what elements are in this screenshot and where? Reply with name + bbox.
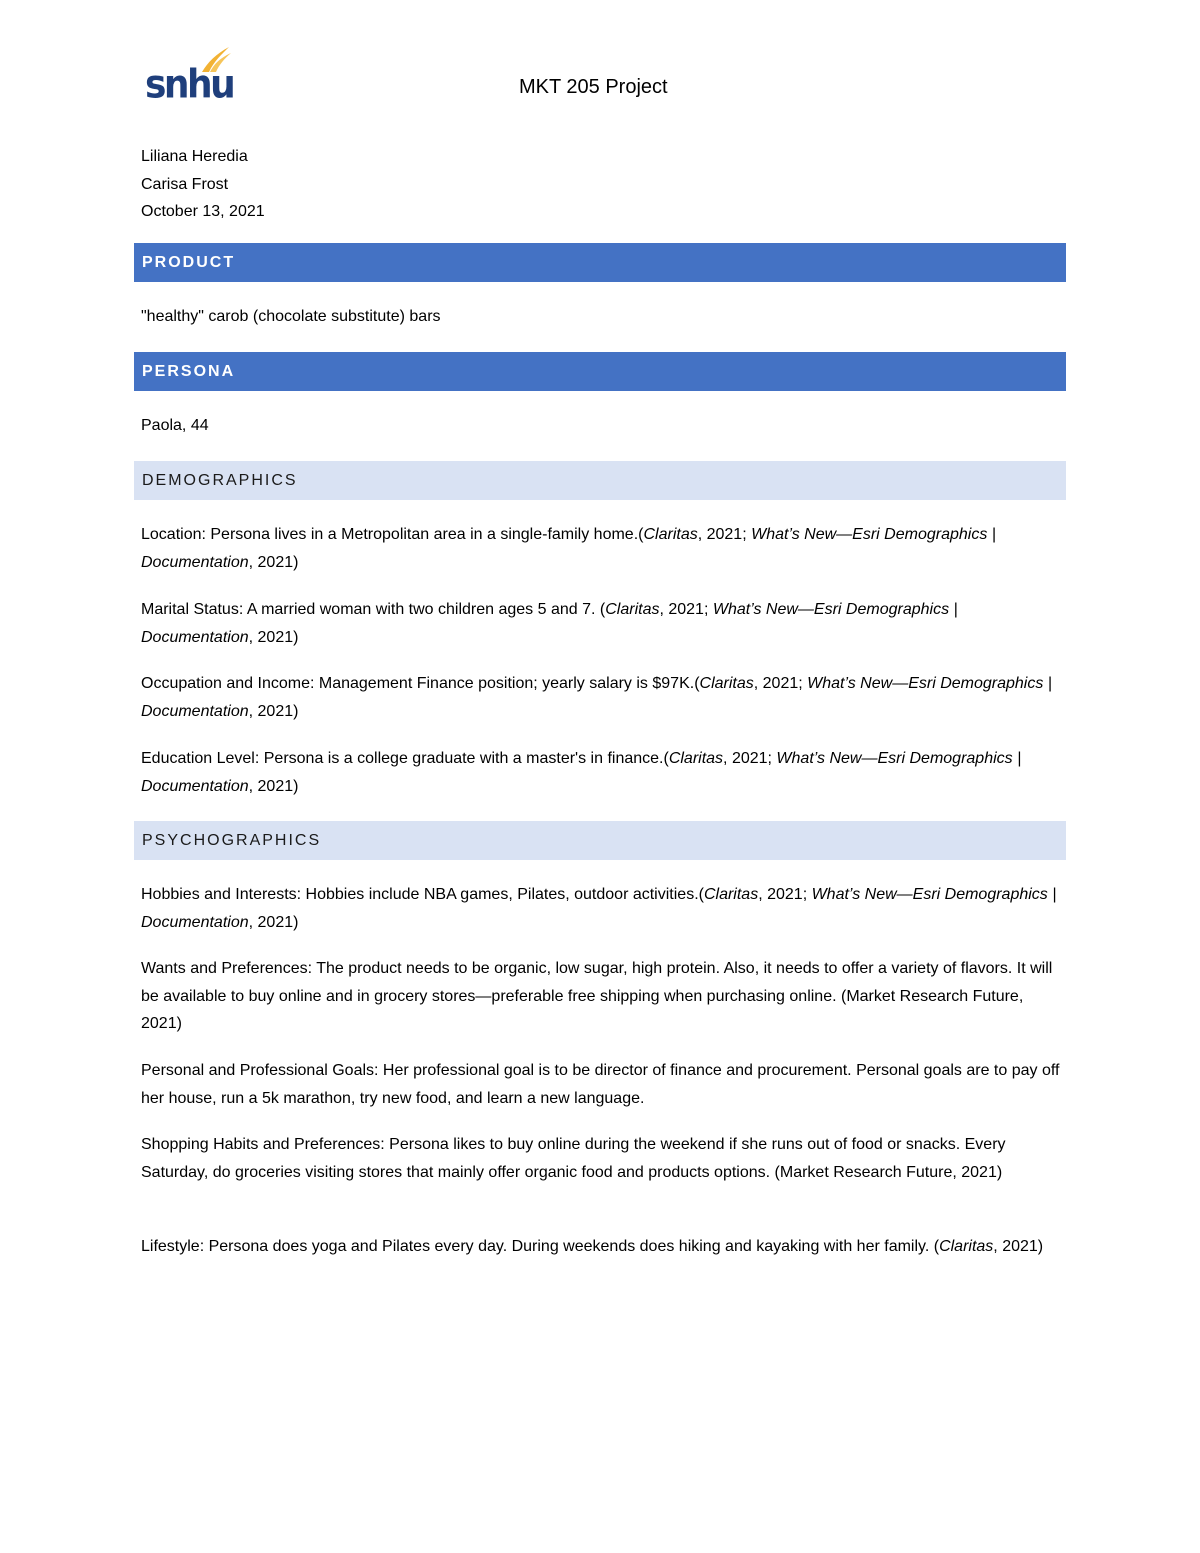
citation-source: Claritas [605,601,660,618]
field-text: Persona is a college graduate with a master's in finance.( [259,750,669,767]
citation-source: Claritas [939,1238,994,1255]
document-date: October 13, 2021 [141,203,265,220]
demographics-occupation: Occupation and Income: Management Finance position; yearly salary is $97K.(Claritas, 2021; What’s New—Esri Demographics | Documentation, 2021) [141,675,1052,720]
persona-heading [134,352,1066,391]
field-label: Shopping Habits and Preferences: [141,1136,385,1153]
psychographics-heading [134,821,1066,860]
snhu-logo [145,44,235,108]
section-heading-label: DEMOGRAPHICS [142,471,298,489]
citation-source: What’s New—Esri Demographics | Documentation [141,601,958,646]
section-heading-label: PERSONA [142,362,236,380]
field-text: Persona likes to buy online during the weekend if she runs out of food or snacks. Every Saturday, do groceries visiting stores that mainly offer organic food and products options. (Market Research Future, 2021) [141,1136,1006,1181]
citation-source: What’s New—Esri Demographics | Documentation [141,675,1052,720]
persona-name-age: Paola, 44 [141,417,209,434]
field-label: Wants and Preferences: [141,960,313,977]
citation-source: What’s New—Esri Demographics | Documentation [141,526,996,571]
field-text: Persona does yoga and Pilates every day. During weekends does hiking and kayaking with her family. ( [204,1238,940,1255]
field-text: Persona lives in a Metropolitan area in a single-family home.( [205,526,644,543]
page-title: MKT 205 Project [519,76,668,98]
citation-source: Claritas [643,526,698,543]
author-name: Liliana Heredia [141,148,248,165]
section-heading-label: PSYCHOGRAPHICS [142,831,322,849]
citation-source: Claritas [668,750,724,767]
demographics-location: Location: Persona lives in a Metropolitan area in a single-family home.(Claritas, 2021; What’s New—Esri Demographics | Documentation, 2021) [141,526,996,571]
section-heading-label: PRODUCT [142,253,236,271]
author-block [141,143,265,226]
field-text: The product needs to be organic, low sugar, high protein. Also, it needs to offer a variety of flavors. It will be available to buy online and in grocery stores—preferable free shipping when purchasing online. (Market Research Future, 2021) [141,960,1053,1032]
field-label: Hobbies and Interests: [141,886,302,903]
logo-wordmark: snhu [145,62,234,108]
field-label: Marital Status: [141,601,244,618]
field-label: Occupation and Income: [141,675,315,692]
psychographics-goals [141,1057,1066,1112]
citation-source: What’s New—Esri Demographics | Documentation [141,750,1022,795]
citation-source: Claritas [703,886,759,903]
citation-source: What’s New—Esri Demographics | Documentation [141,886,1057,931]
field-text: A married woman with two children ages 5 and 7. ( [243,601,606,618]
demographics-education: Education Level: Persona is a college graduate with a master's in finance.(Claritas, 2021; What’s New—Esri Demographics | Documentation, 2021) [141,750,1022,795]
field-text: Her professional goal is to be director of finance and procurement. Personal goals are to pay off her house, run a 5k marathon, try new food, and learn a new language. [141,1062,1060,1107]
field-label: Education Level: [141,750,260,767]
psychographics-hobbies: Hobbies and Interests: Hobbies include NBA games, Pilates, outdoor activities.(Claritas, 2021; What’s New—Esri Demographics | Documentation, 2021) [141,886,1057,931]
field-text: Management Finance position; yearly salary is $97K.( [314,675,700,692]
product-heading [134,243,1066,282]
field-label: Lifestyle: [141,1238,205,1255]
field-label: Location: [141,526,206,543]
product-description: "healthy" carob (chocolate substitute) bars [141,308,441,325]
psychographics-wants [141,955,1066,1038]
author-name: Carisa Frost [141,175,229,193]
demographics-marital-status: Marital Status: A married woman with two children ages 5 and 7. (Claritas, 2021; What’s New—Esri Demographics | Documentation, 2021) [141,601,958,646]
field-text: Hobbies include NBA games, Pilates, outdoor activities.( [301,886,704,903]
citation-source: Claritas [699,675,754,692]
psychographics-shopping [141,1131,1066,1186]
demographics-heading [134,461,1066,500]
field-label: Personal and Professional Goals: [141,1062,379,1079]
psychographics-lifestyle: Lifestyle: Persona does yoga and Pilates every day. During weekends does hiking and kayaking with her family. (Claritas, 2021) [141,1238,1044,1255]
